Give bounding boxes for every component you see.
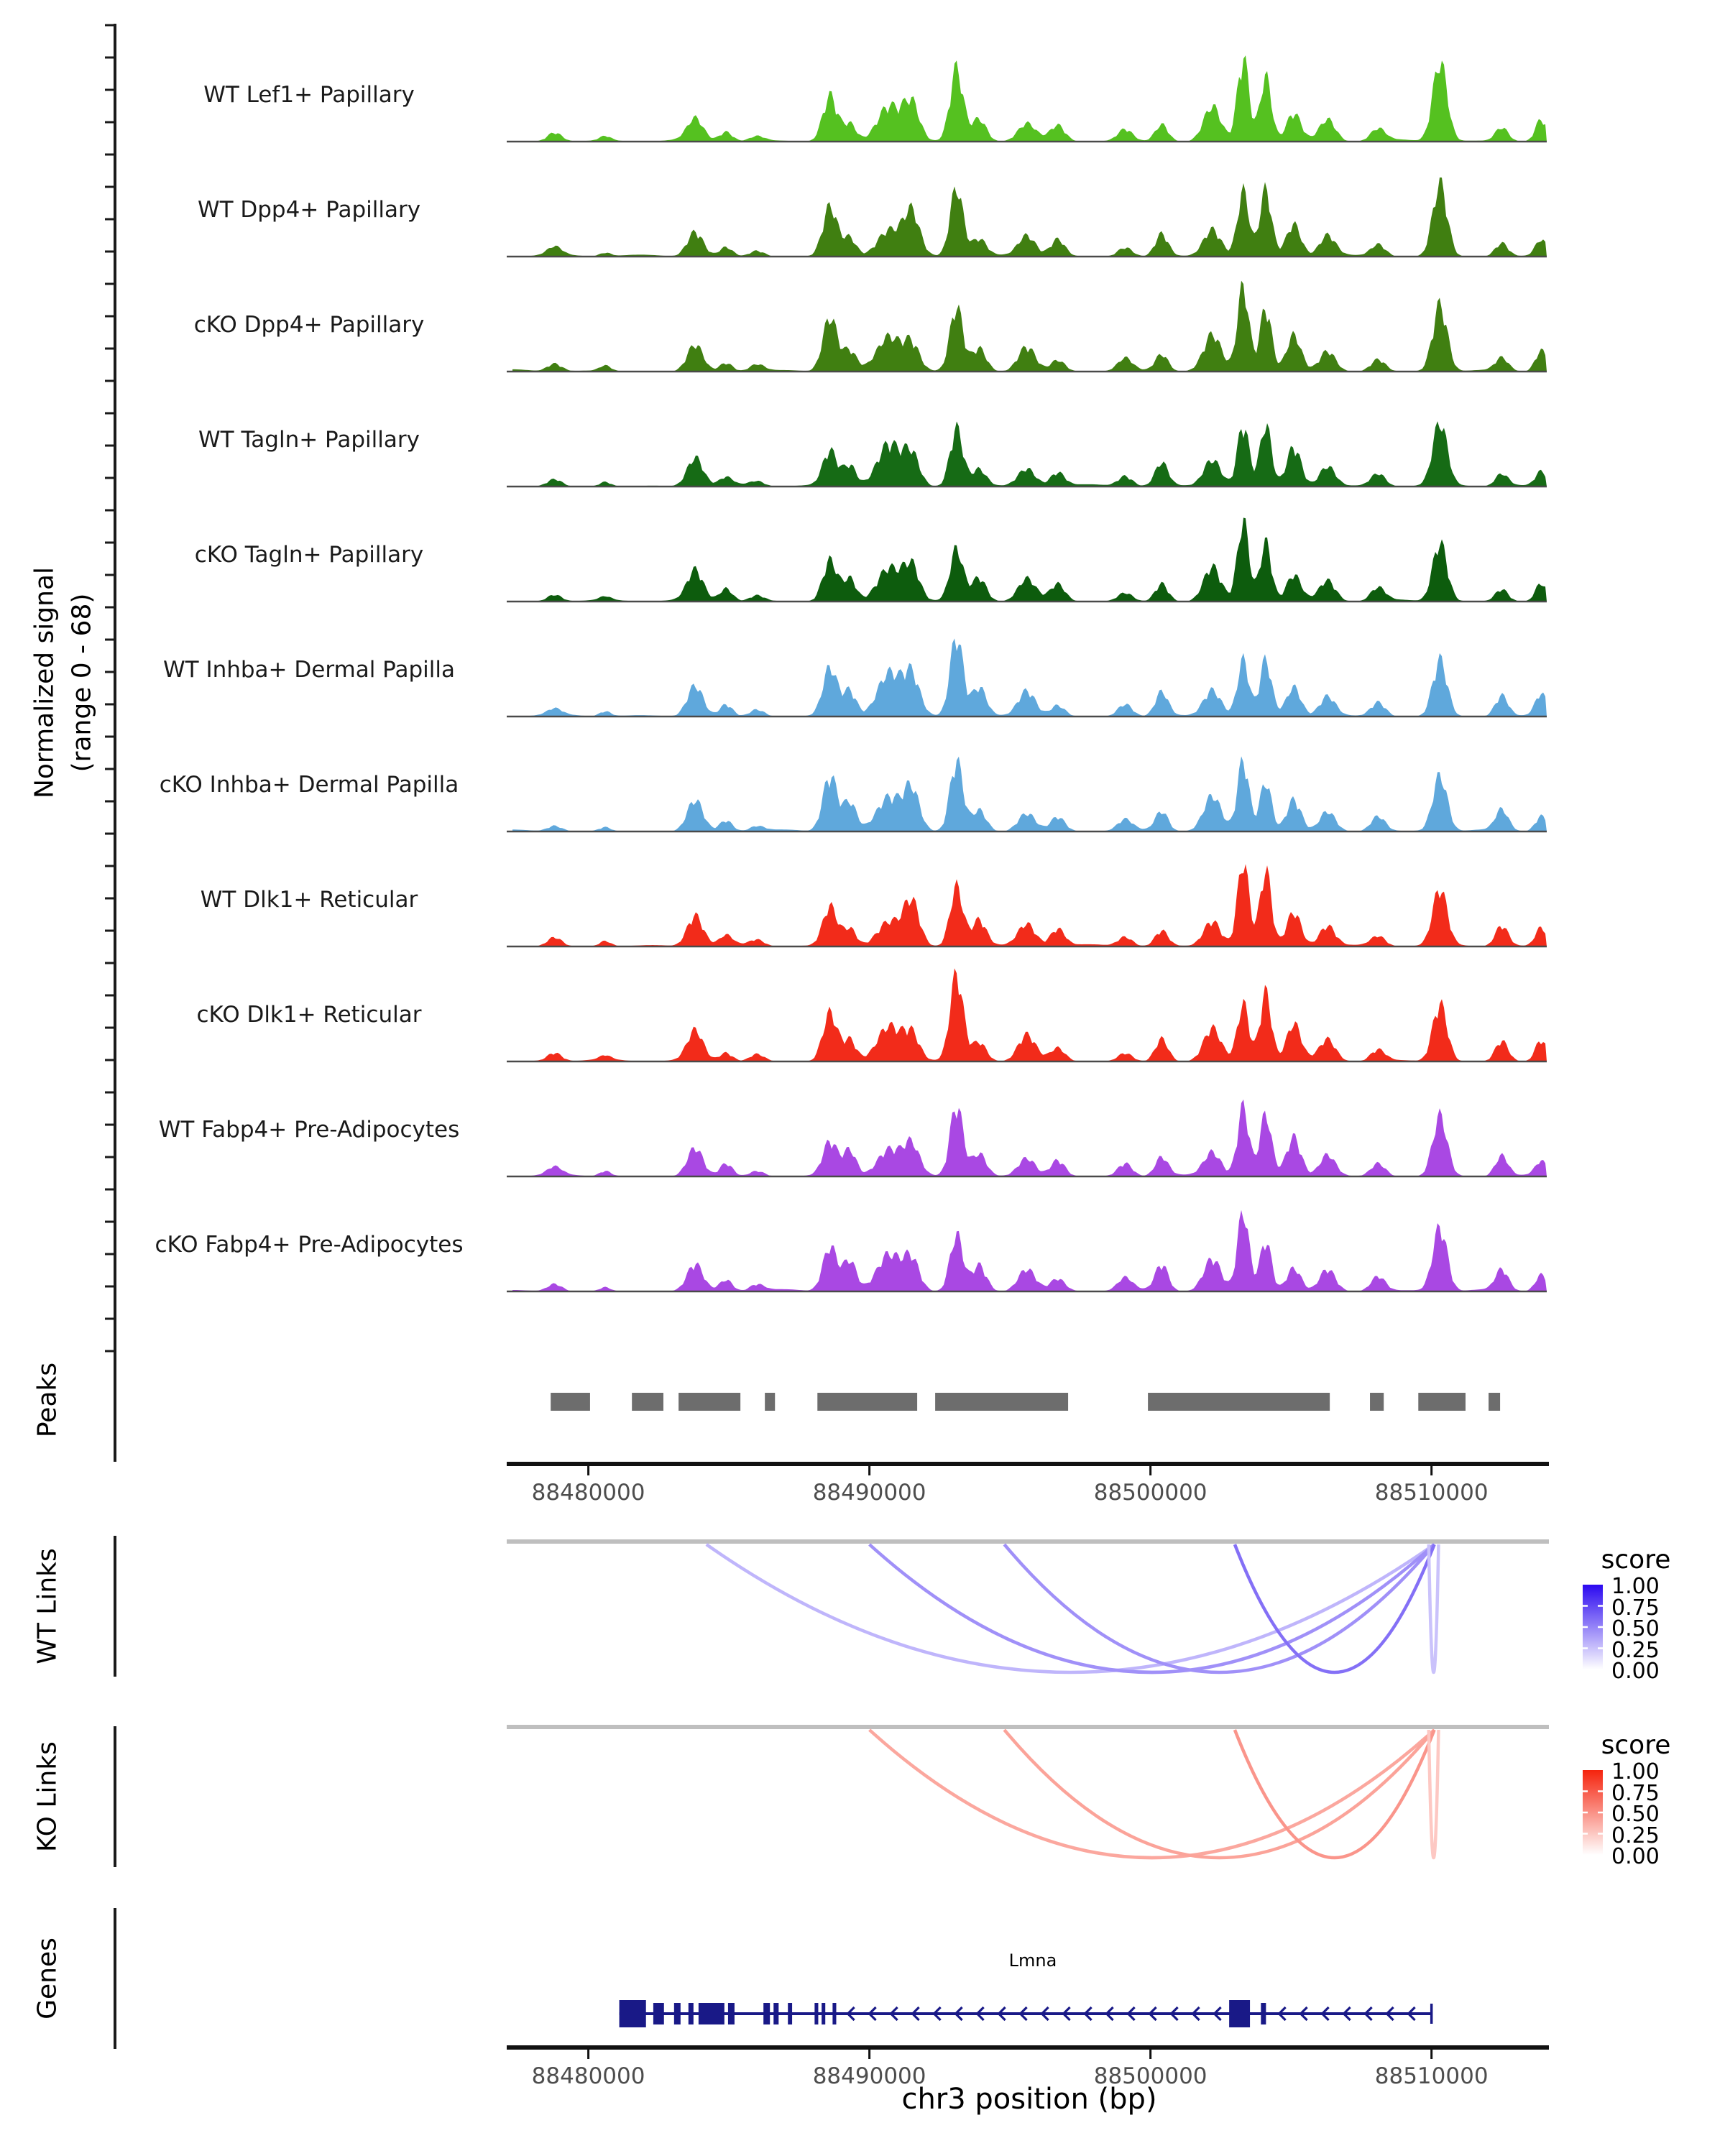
coverage-track (512, 638, 1547, 717)
coverage-track (512, 968, 1547, 1061)
y-axis-label-line2: (range 0 - 68) (67, 593, 97, 773)
x-tick-label: 88510000 (1374, 2063, 1489, 2089)
score-legend-tick-wt: 1.00 (1611, 1574, 1660, 1599)
link-arc-ko (870, 1730, 1435, 1858)
link-arc-wt (870, 1544, 1435, 1672)
gene-exon (788, 2003, 792, 2024)
score-legend-tick-ko: 0.75 (1611, 1780, 1660, 1806)
gene-name-label: Lmna (1008, 1950, 1057, 1971)
track-label: WT Dpp4+ Papillary (197, 197, 421, 223)
track-label: WT Fabp4+ Pre-Adipocytes (158, 1117, 460, 1143)
peaks-section-label: Peaks (32, 1362, 63, 1438)
track-label: WT Lef1+ Papillary (203, 82, 415, 108)
link-arc-wt (707, 1544, 1435, 1672)
ko-links-section-label: KO Links (32, 1741, 63, 1852)
gene-exon (728, 2003, 735, 2024)
gene-exon (763, 2003, 770, 2024)
score-legend-tick-ko: 0.00 (1611, 1844, 1660, 1869)
gene-exon (699, 2003, 724, 2024)
gene-exon (832, 2003, 836, 2024)
gene-exon (773, 2003, 778, 2024)
score-legend-tick-ko: 1.00 (1611, 1759, 1660, 1784)
coverage-track (512, 1100, 1547, 1176)
x-axis-title: chr3 position (bp) (901, 2083, 1157, 2116)
gene-exon-large (620, 2000, 646, 2027)
track-label: cKO Inhba+ Dermal Papilla (159, 772, 459, 798)
peak-interval (632, 1393, 663, 1411)
gene-exon (689, 2003, 694, 2024)
score-legend-tick-wt: 0.00 (1611, 1659, 1660, 1684)
gene-exon (653, 2003, 664, 2024)
coverage-track (512, 178, 1547, 257)
gene-exon-large (1229, 2000, 1250, 2027)
coverage-track (512, 864, 1547, 946)
coverage-track (512, 756, 1547, 831)
y-axis-label-line1: Normalized signal (29, 566, 60, 799)
score-legend-tick-ko: 0.25 (1611, 1823, 1660, 1848)
coverage-track (512, 281, 1547, 372)
coverage-track (512, 421, 1547, 487)
track-label: WT Inhba+ Dermal Papilla (163, 657, 455, 683)
track-label: cKO Fabp4+ Pre-Adipocytes (155, 1232, 464, 1258)
peak-interval (678, 1393, 740, 1411)
score-legend-tick-wt: 0.75 (1611, 1595, 1660, 1621)
peak-interval (1370, 1393, 1384, 1411)
track-label: WT Tagln+ Papillary (198, 427, 420, 453)
peak-interval (551, 1393, 590, 1411)
score-legend-tick-ko: 0.50 (1611, 1802, 1660, 1827)
genes-section-label: Genes (32, 1938, 63, 2019)
track-label: cKO Dpp4+ Papillary (193, 312, 425, 338)
x-tick-label: 88480000 (531, 2063, 645, 2089)
link-arc-wt (1004, 1544, 1434, 1672)
peak-interval (765, 1393, 775, 1411)
link-arc-ko (1004, 1730, 1434, 1858)
link-arc-ko (1429, 1730, 1439, 1858)
wt-links-section-label: WT Links (32, 1548, 63, 1664)
track-label: cKO Tagln+ Papillary (194, 542, 424, 568)
peak-interval (1418, 1393, 1466, 1411)
score-legend-tick-wt: 0.25 (1611, 1637, 1660, 1663)
coverage-track (512, 55, 1547, 142)
peak-interval (1148, 1393, 1330, 1411)
x-tick-label: 88480000 (531, 1480, 645, 1506)
x-tick-label: 88500000 (1093, 2063, 1208, 2089)
peak-interval (1489, 1393, 1500, 1411)
ko-score-legend-title: score (1601, 1731, 1671, 1760)
x-tick-label: 88490000 (812, 1480, 926, 1506)
x-tick-label: 88510000 (1374, 1480, 1489, 1506)
peak-interval (817, 1393, 917, 1411)
track-label: cKO Dlk1+ Reticular (196, 1002, 422, 1028)
x-tick-label: 88500000 (1093, 1480, 1208, 1506)
gene-exon (814, 2003, 818, 2024)
x-tick-label: 88490000 (812, 2063, 926, 2089)
link-arc-wt (1429, 1544, 1439, 1672)
wt-score-legend-title: score (1601, 1545, 1671, 1575)
gene-exon (1261, 2003, 1266, 2024)
gene-exon (822, 2003, 825, 2024)
score-legend-tick-wt: 0.50 (1611, 1616, 1660, 1641)
coverage-track (512, 517, 1547, 602)
track-label: WT Dlk1+ Reticular (200, 887, 418, 913)
gene-exon (674, 2003, 681, 2024)
coverage-track (512, 1210, 1547, 1291)
peak-interval (935, 1393, 1068, 1411)
